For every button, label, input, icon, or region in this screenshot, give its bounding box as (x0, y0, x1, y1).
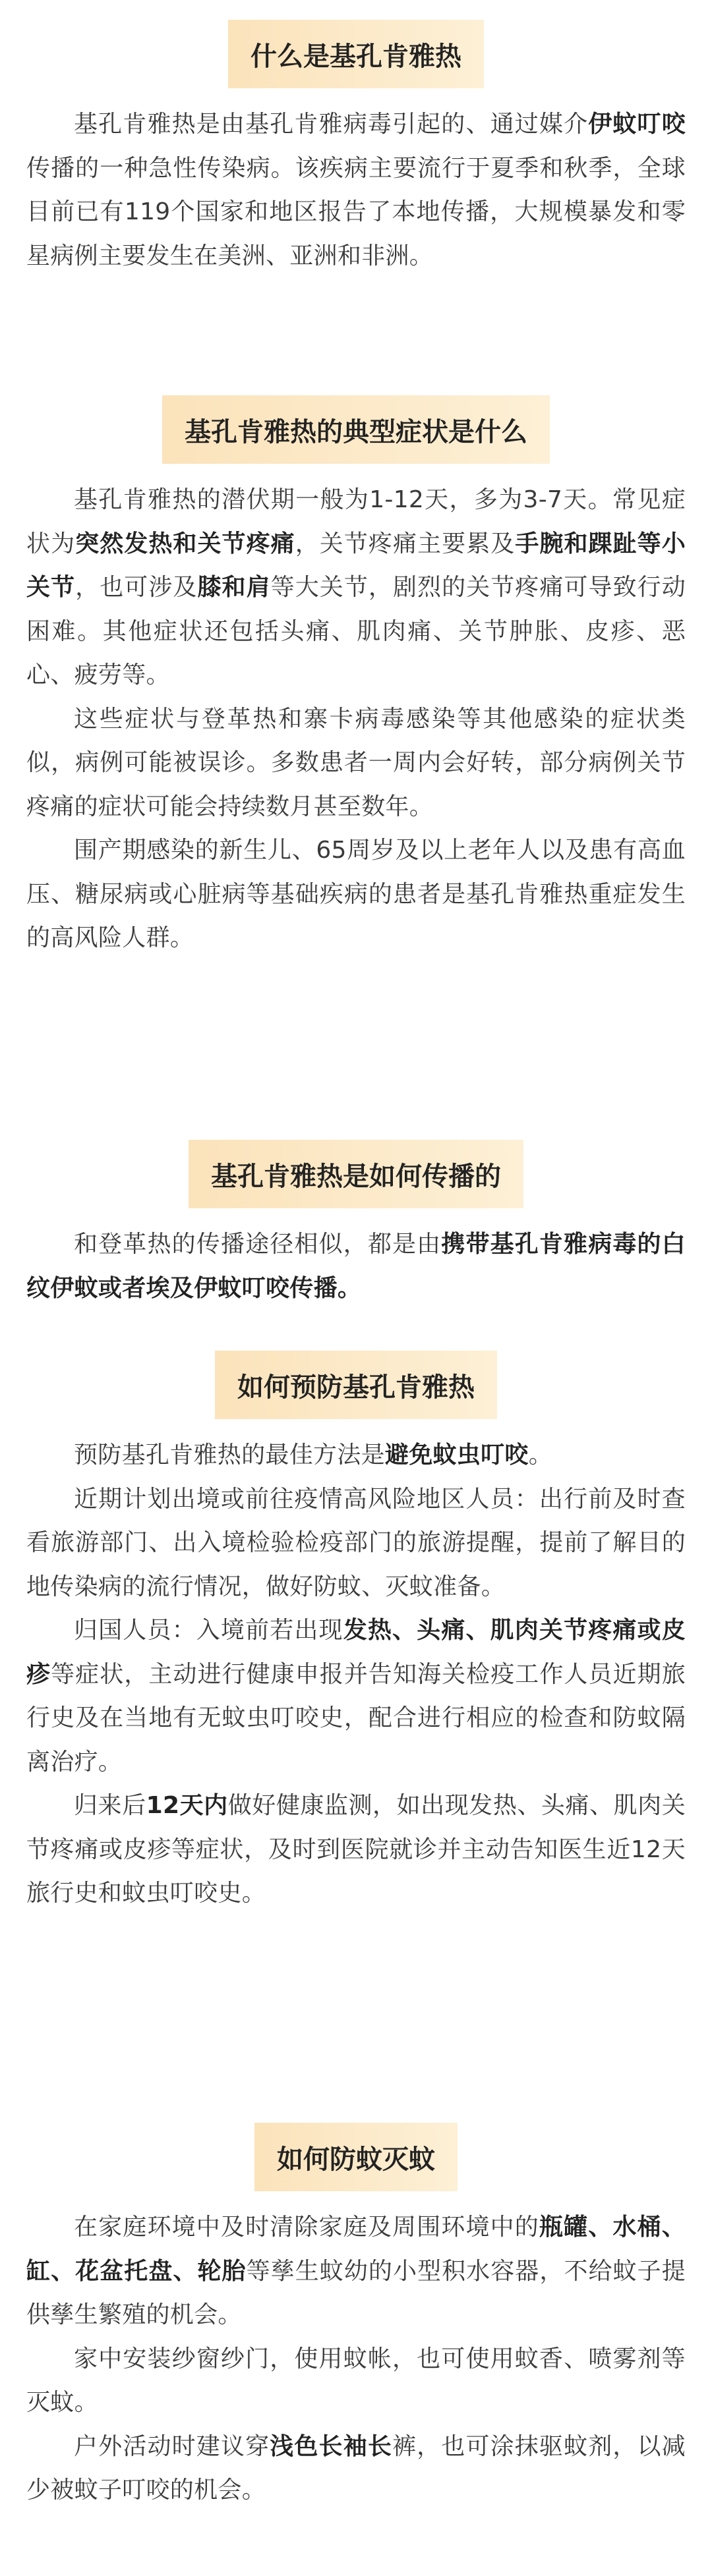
paragraph: 基孔肯雅热的潜伏期一般为1-12天，多为3-7天。常见症状为突然发热和关节疼痛，关节疼痛主要累及手腕和踝趾等小关节，也可涉及膝和肩等大关节，剧烈的关节疼痛可导致行动困难。其他症状还包括头痛、肌肉痛、关节肿胀、皮疹、恶心、疲劳等。 (26, 486, 686, 688)
paragraph: 户外活动时建议穿浅色长袖长裤，也可涂抹驱蚊剂，以减少被蚊子叮咬的机会。 (26, 2432, 686, 2504)
paragraph: 在家庭环境中及时清除家庭及周围环境中的瓶罐、水桶、缸、花盆托盘、轮胎等孳生蚊幼的小型积水容器，不给蚊子提供孳生繁殖的机会。 (26, 2214, 686, 2328)
paragraph: 围产期感染的新生儿、65周岁及以上老年人以及患有高血压、糖尿病或心脏病等基础疾病的患者是基孔肯雅热重症发生的高风险人群。 (26, 837, 686, 951)
emphasis: 瓶罐、水桶、缸、花盆托盘、轮胎 (26, 2214, 686, 2285)
emphasis: 伊蚊叮咬 (588, 111, 686, 138)
paragraph: 归来后12天内做好健康监测，如出现发热、头痛、肌肉关节疼痛或皮疹等症状，及时到医院就诊并主动告知医生近12天旅行史和蚊虫叮咬史。 (26, 1792, 686, 1907)
emphasis: 手腕和踝趾等小关节 (26, 530, 686, 601)
section-heading: 如何防蚊灭蚊 (254, 2123, 458, 2191)
paragraph: 预防基孔肯雅热的最佳方法是避免蚊虫叮咬。 (74, 1442, 553, 1469)
section-what-is (0, 20, 712, 278)
paragraph: 归国人员：入境前若出现发热、头痛、肌肉关节疼痛或皮疹等症状，主动进行健康申报并告知海关检疫工作人员近期旅行史及在当地有无蚊虫叮咬史，配合进行相应的检查和防蚊隔离治疗。 (26, 1617, 686, 1776)
emphasis: 浅色长袖长 (270, 2432, 392, 2460)
section-transmission (0, 1140, 712, 1310)
emphasis: 发热、头痛、肌肉关节疼痛或皮疹 (26, 1617, 686, 1688)
emphasis: 膝和肩 (197, 574, 271, 601)
section-heading: 基孔肯雅热是如何传播的 (189, 1140, 523, 1208)
paragraph: 基孔肯雅热是由基孔肯雅病毒引起的、通过媒介伊蚊叮咬传播的一种急性传染病。该疾病主要流行于夏季和秋季，全球目前已有119个国家和地区报告了本地传播，大规模暴发和零星病例主要发生在美洲、亚洲和非洲。 (26, 111, 686, 269)
paragraph: 和登革热的传播途径相似，都是由携带基孔肯雅病毒的白纹伊蚊或者埃及伊蚊叮咬传播。 (26, 1231, 686, 1302)
section-mosquito-control (0, 2123, 712, 2513)
section-prevention (0, 1351, 712, 1916)
section-symptoms (0, 395, 712, 961)
paragraph: 这些症状与登革热和寨卡病毒感染等其他感染的症状类似，病例可能被误诊。多数患者一周内会好转，部分病例关节疼痛的症状可能会持续数月甚至数年。 (26, 705, 686, 820)
emphasis: 避免蚊虫叮咬 (384, 1442, 529, 1469)
emphasis: 12天内 (146, 1792, 228, 1819)
section-heading: 如何预防基孔肯雅热 (215, 1351, 497, 1419)
paragraph: 家中安装纱窗纱门，使用蚊帐，也可使用蚊香、喷雾剂等灭蚊。 (26, 2345, 686, 2416)
emphasis: 突然发热和关节疼痛 (75, 530, 295, 557)
paragraph: 近期计划出境或前往疫情高风险地区人员：出行前及时查看旅游部门、出入境检验检疫部门的旅游提醒，提前了解目的地传染病的流行情况，做好防蚊、灭蚊准备。 (26, 1485, 686, 1600)
emphasis: 携带基孔肯雅病毒的白纹伊蚊或者埃及伊蚊叮咬传播。 (26, 1231, 686, 1302)
section-heading: 什么是基孔肯雅热 (228, 20, 484, 88)
section-heading: 基孔肯雅热的典型症状是什么 (162, 395, 550, 464)
